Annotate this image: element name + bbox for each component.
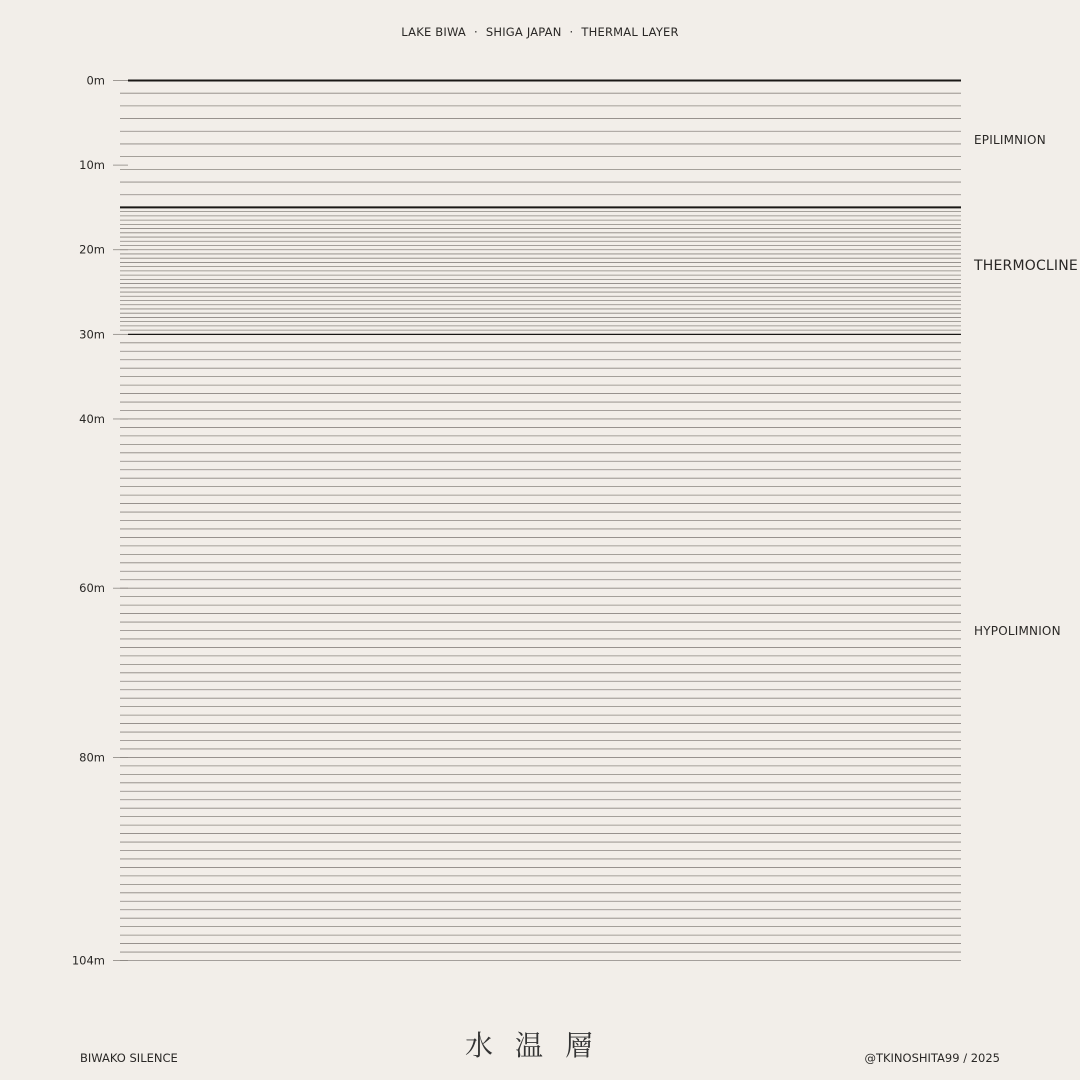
depth-tick-label: 10m xyxy=(79,158,105,173)
footer-series-name: BIWAKO SILENCE xyxy=(80,1051,178,1065)
header-separator: · xyxy=(569,25,574,39)
title-kanji: 水温層 xyxy=(464,1029,615,1062)
depth-tick-label: 104m xyxy=(71,953,105,968)
header-lake: LAKE BIWA xyxy=(401,25,466,39)
depth-tick-label: 0m xyxy=(86,73,105,88)
header-location: SHIGA JAPAN xyxy=(485,25,562,39)
header-separator: · xyxy=(473,25,478,39)
hypolimnion-label: HYPOLIMNION xyxy=(974,624,1061,638)
thermocline-label: THERMOCLINE xyxy=(974,258,1078,274)
depth-tick-label: 40m xyxy=(79,411,105,426)
epilimnion-label: EPILIMNION xyxy=(974,133,1046,147)
depth-tick-label: 60m xyxy=(79,581,105,596)
footer-credit: @TKINOSHITA99 / 2025 xyxy=(864,1051,1000,1065)
depth-tick-label: 30m xyxy=(79,327,105,342)
depth-tick-label: 80m xyxy=(79,750,105,765)
header-subject: THERMAL LAYER xyxy=(581,25,679,39)
depth-tick-label: 20m xyxy=(79,242,105,257)
